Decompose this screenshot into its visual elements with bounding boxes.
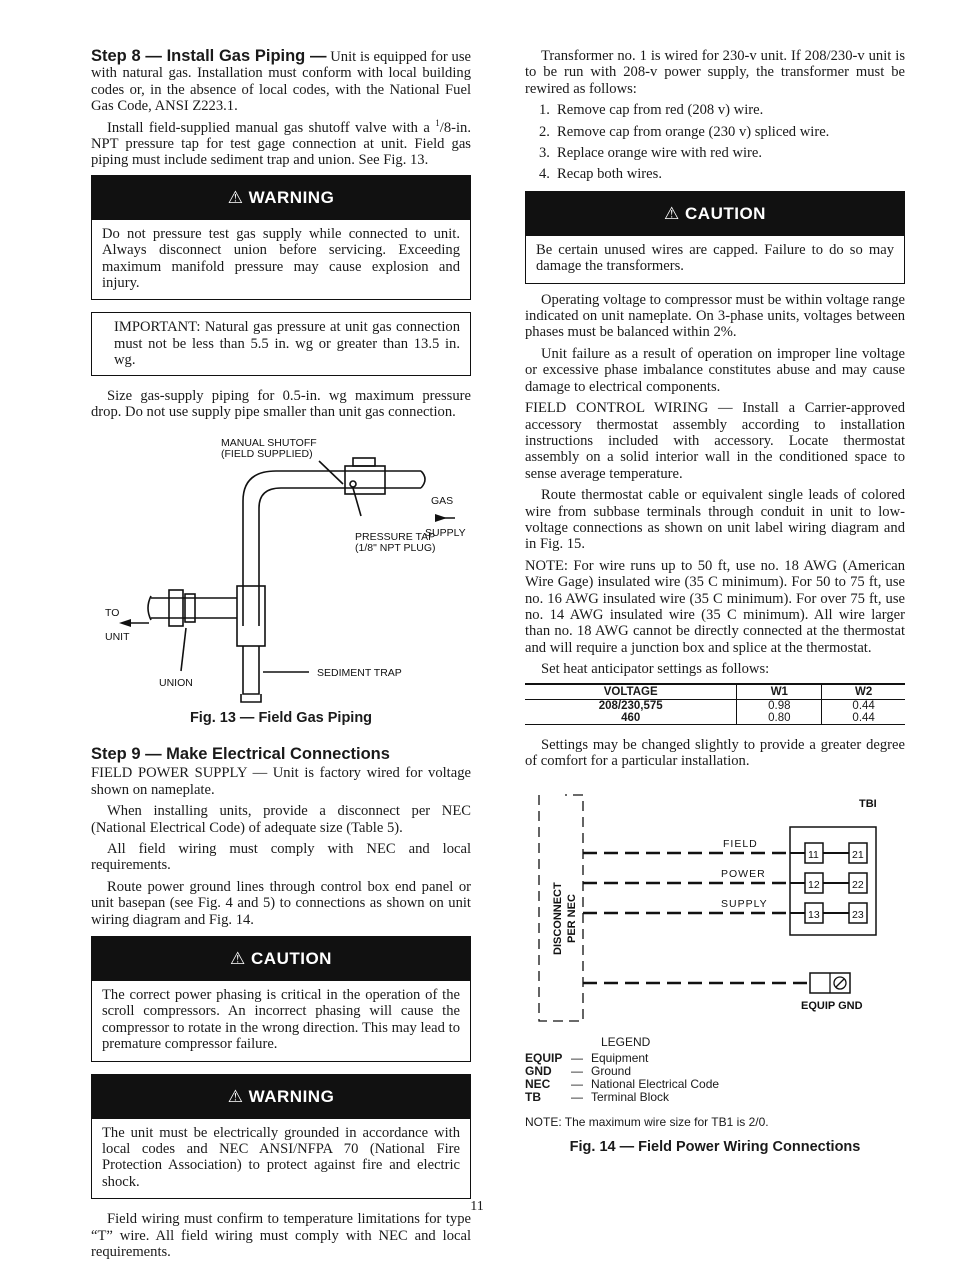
label-field-supplied: (FIELD SUPPLIED) <box>221 447 313 460</box>
caution-text: Be certain unused wires are capped. Failure to do so may damage the transformers. <box>536 241 894 275</box>
label-supply: SUPPLY <box>721 898 768 911</box>
important-box: IMPORTANT: Natural gas pressure at unit gas connection must not be less than 5.5 in. wg or greater than 13.5 in. wg. <box>91 312 471 375</box>
tb1-note: NOTE: The maximum wire size for TB1 is 2/0. <box>525 1115 769 1130</box>
step9-heading: Step 9 — Make Electrical Connections <box>91 744 390 763</box>
anticipator-paragraph: Set heat anticipator settings as follows: <box>541 661 770 678</box>
col-header-w2: W2 <box>822 684 905 700</box>
anticipator-settings-table <box>525 683 905 725</box>
legend-row: TB — Terminal Block <box>525 1090 670 1105</box>
list-item: 4. Recap both wires. <box>539 166 662 183</box>
transformer-paragraph: Transformer no. 1 is wired for 230-v unit. If 208/230-v unit is to be run with 208-v power supply, the transformer must be rewired as follows: <box>525 48 905 97</box>
svg-text:23: 23 <box>852 909 864 922</box>
warning-box-gas <box>91 175 471 301</box>
label-sediment-trap: SEDIMENT TRAP <box>317 666 402 679</box>
label-power: POWER <box>721 868 766 881</box>
warning-header: ⚠ WARNING <box>92 1075 470 1119</box>
warning-header: ⚠ WARNING <box>92 176 470 220</box>
fig13-gas-piping-diagram <box>91 426 471 706</box>
right-column <box>525 48 905 1175</box>
label-equip-gnd: EQUIP GND <box>801 1000 863 1013</box>
table-row: 460 0.80 0.44 <box>525 712 905 725</box>
step8-paragraph-2: Install field-supplied manual gas shutoff valve with a $^1$/8-in. NPT pressure tap for test gage connection at unit. Field gas piping must include sediment trap and union. See Fig. 13. <box>91 117 471 169</box>
label-to: TO <box>105 606 120 619</box>
union <box>169 590 183 626</box>
caution-text: The correct power phasing is critical in the operation of the scroll compressors. An incorrect phasing will cause the compressor to rotate in the wrong direction. This may lead to premature compressor failure. <box>102 986 460 1053</box>
step9-paragraph-4: Route power ground lines through control box end panel or unit basepan (see Fig. 4 and 5) to connections as shown on unit wiring diagram and Fig. 14. <box>91 878 471 928</box>
legend-row: NEC — National Electrical Code <box>525 1077 720 1092</box>
thermostat-cable-paragraph: Route thermostat cable or equivalent single leads of colored wire from subbase terminals through conduit in unit to low-voltage connections as shown on unit label wiring diagram and in Fig. 15. <box>525 487 905 553</box>
svg-text:21: 21 <box>852 849 864 862</box>
label-manual-shutoff: MANUAL SHUTOFF <box>221 436 317 449</box>
field-control-wiring-paragraph: FIELD CONTROL WIRING — Install a Carrier-approved accessory thermostat assembly according to installation instructions included with accessory. Locate thermostat assembly on a solid interior wall in the conditioned space to sense average temperature. <box>525 400 905 482</box>
legend-title: LEGEND <box>601 1035 651 1050</box>
label-gas: GAS <box>431 494 454 507</box>
svg-text:12: 12 <box>808 879 820 892</box>
label-disconnect: DISCONNECT <box>552 882 564 956</box>
col-header-w1: W1 <box>737 684 822 700</box>
step9-paragraph-1: FIELD POWER SUPPLY — Unit is factory wired for voltage shown on nameplate. <box>91 765 471 798</box>
warning-text: Do not pressure test gas supply while connected to unit. Always disconnect union before servicing. Exceeding maximum manifold pressure may cause explosion and injury. <box>102 225 460 292</box>
caution-box-phasing <box>91 936 471 1062</box>
fig14-legend <box>525 1036 905 1104</box>
label-unit: UNIT <box>105 630 130 643</box>
step8-paragraph-1: Step 8 — Install Gas Piping — Unit is equipped for use with natural gas. Installation must conform with local building codes or, in the absence of local codes, with the National Fuel Gas Code, ANSI Z223.1. <box>91 47 472 115</box>
label-supply: SUPPLY <box>425 526 466 539</box>
settings-paragraph: Settings may be changed slightly to provide a greater degree of comfort for a particular installation. <box>525 736 905 769</box>
list-item: 2. Remove cap from orange (230 v) spliced wire. <box>539 123 830 140</box>
label-tbi: TBI <box>859 798 877 811</box>
col-header-voltage: VOLTAGE <box>525 684 737 700</box>
table-row: 208/230,575 0.98 0.44 <box>525 699 905 712</box>
legend-row: GND — Ground <box>525 1064 632 1079</box>
pressure-tap <box>350 481 356 487</box>
label-pressure-tap: PRESSURE TAP <box>355 530 436 543</box>
list-item: 1. Remove cap from red (208 v) wire. <box>539 102 764 119</box>
svg-text:11: 11 <box>808 849 819 862</box>
step8-paragraph-3: Size gas-supply piping for 0.5-in. wg maximum pressure drop. Do not use supply pipe smaller than unit gas connection. <box>91 387 471 421</box>
warning-text: The unit must be electrically grounded in accordance with local codes and NEC ANSI/NFPA 70 (National Fire Protection Association) to protect against fire and electric shock. <box>102 1124 460 1190</box>
left-column <box>91 48 471 1265</box>
unit-failure-paragraph: Unit failure as a result of operation on improper line voltage or excessive phase imbalance constitutes abuse and may cause damage to electrical components. <box>525 345 905 395</box>
step9-paragraph-5: Field wiring must confirm to temperature limitations for type “T” wire. All field wiring must comply with NEC and local requirements. <box>91 1211 471 1261</box>
legend-row: EQUIP — Equipment <box>525 1051 649 1066</box>
fig14-power-wiring-diagram <box>525 785 905 1030</box>
fig14-caption: Fig. 14 — Field Power Wiring Connections <box>569 1138 861 1155</box>
caution-header: ⚠ CAUTION <box>526 192 904 236</box>
label-union: UNION <box>159 676 193 689</box>
svg-text:22: 22 <box>852 879 864 892</box>
step9-paragraph-2: When installing units, provide a disconnect per NEC (National Electrical Code) of adequate size (Table 5). <box>91 803 471 836</box>
rewire-steps-list <box>539 102 905 183</box>
svg-text:13: 13 <box>808 909 820 922</box>
step8-heading: Step 8 — Install Gas Piping — <box>91 47 327 65</box>
fig13-caption: Fig. 13 — Field Gas Piping <box>189 709 373 726</box>
label-per-nec: PER NEC <box>566 894 578 944</box>
warning-box-ground <box>91 1074 471 1200</box>
caution-box-wires <box>525 191 905 284</box>
label-field: FIELD <box>723 838 758 851</box>
list-item: 3. Replace orange wire with red wire. <box>539 145 763 162</box>
operating-voltage-paragraph: Operating voltage to compressor must be within voltage range indicated on unit nameplate. On 3-phase units, voltages between phases must be balanced within 2%. <box>525 291 905 341</box>
sediment-trap <box>243 646 259 694</box>
label-npt-plug: (1/8" NPT PLUG) <box>355 541 436 554</box>
page-number: 11 <box>470 1199 484 1214</box>
wire-size-note: NOTE: For wire runs up to 50 ft, use no. 18 AWG (American Wire Gage) insulated wire (35 C minimum). For 50 to 75 ft, use no. 16 AWG insulated wire (35 C minimum). For over 75 ft, use no. 14 AWG insulated wire (35 C minimum). All wire larger than no. 18 AWG cannot be directly connected at the thermostat and will require a junction box and splice at the thermostat. <box>525 557 905 656</box>
step9-paragraph-3: All field wiring must comply with NEC and local requirements. <box>91 840 471 874</box>
caution-header: ⚠ CAUTION <box>92 937 470 981</box>
